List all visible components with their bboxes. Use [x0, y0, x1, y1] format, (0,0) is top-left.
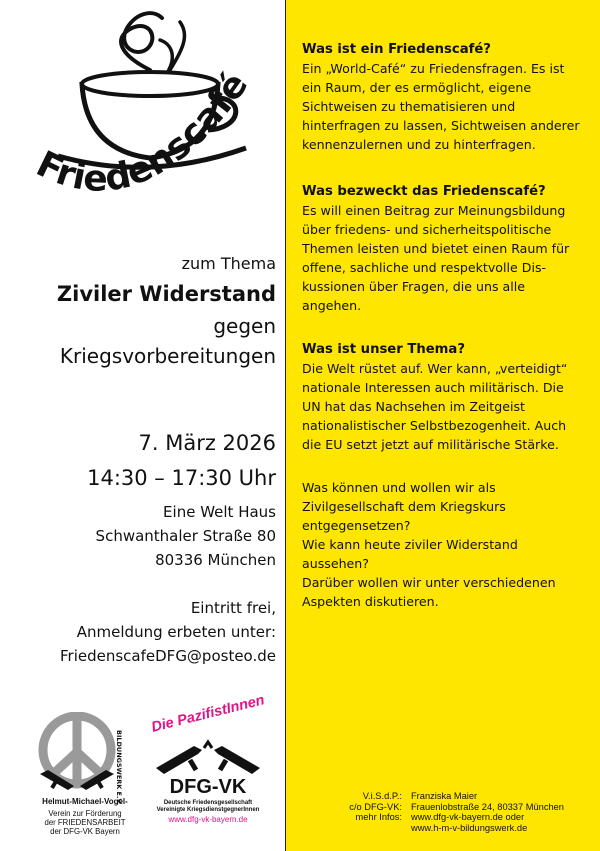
event-time: 14:30 – 17:30 Uhr [87, 466, 276, 490]
text-line: Themen leisten und bietet einen Raum für [302, 241, 570, 256]
section-heading: Was ist ein Friedenscafé? [302, 42, 491, 57]
section-what [302, 42, 585, 154]
imprint-labels [334, 791, 402, 823]
entry-info [60, 596, 276, 668]
text-line: Aspekten diskutieren. [302, 594, 439, 609]
imprint-link[interactable]: www.h-m-v-bildungswerk.de [411, 822, 528, 833]
text-line: kennenzulernen und zu hinterfragen. [302, 137, 536, 152]
section-heading: Was ist unser Thema? [302, 342, 465, 357]
text-line: über friedens- und sicherheitspolitische [302, 222, 552, 237]
logo-text: Friedenscafé [29, 65, 257, 200]
dfg-vk-url[interactable]: www.dfg-vk-bayern.de [168, 815, 248, 824]
event-date: 7. März 2026 [138, 431, 276, 455]
text-line: ein Raum, der es ermöglicht, eigene [302, 80, 532, 95]
section-text [302, 59, 585, 154]
org1-vertical-label: BILDUNGSWERK E.V. [115, 730, 123, 806]
imprint-label: mehr Infos: [355, 812, 402, 822]
theme-prefix: zum Thema [181, 254, 276, 273]
section-text [302, 359, 585, 454]
closing-text [302, 478, 585, 611]
venue-line: 80336 München [155, 551, 276, 569]
entry-email[interactable]: FriedenscafeDFG@posteo.de [60, 647, 276, 665]
imprint-value: Franziska Maier [411, 791, 478, 801]
text-line: offene, sachliche und respektvolle Dis- [302, 260, 547, 275]
event-title-line3: Kriegsvorbereitungen [59, 344, 276, 368]
left-column [0, 0, 285, 851]
text-line: aussehen? [302, 556, 369, 571]
broken-rifle-icon [150, 738, 266, 778]
imprint-label: c/o DFG-VK: [349, 801, 402, 812]
org1-desc-line: Verein zur Förderung [48, 809, 122, 818]
dfg-vk-sub-line: Vereinigte KriegsdienstgegnerInnen [156, 807, 260, 813]
text-line: nationale Interessen auch militärisch. Die [302, 380, 564, 395]
imprint-label: V.i.S.d.P.: [362, 791, 402, 801]
text-line: kussionen über Fragen, die uns alle [302, 279, 526, 294]
text-line: die EU setzt jetzt auf militärische Stärke. [302, 437, 559, 452]
org1-desc-line: der DFG-VK Bayern [50, 827, 120, 836]
friedenscafe-logo [0, 0, 285, 240]
section-topic [302, 342, 585, 454]
imprint-link[interactable]: www.dfg-vk-bayern.de oder [411, 812, 525, 822]
right-column [285, 0, 600, 851]
text-line: UN hat das Nachsehen im Zeitgeist [302, 399, 525, 414]
text-line: Es will einen Beitrag zur Meinungsbildung [302, 203, 566, 218]
dfg-vk-sub [150, 800, 266, 814]
text-line: Die Welt rüstet auf. Wer kann, „verteidigt“ [302, 361, 568, 376]
dfg-vk-name: DFG-VK [169, 776, 247, 798]
pazifistinnen-banner: Die PazifistInnen [149, 692, 267, 736]
imprint-value: Frauenlobstraße 24, 80337 München [411, 801, 564, 812]
text-line: Sichtweisen zu thematisieren und [302, 99, 516, 114]
text-line: hinterfragen zu lassen, Sichtweisen anderer [302, 118, 580, 133]
org1-desc-line: der FRIEDENSARBEIT [44, 818, 126, 827]
text-line: Wie kann heute ziviler Widerstand [302, 537, 518, 552]
text-line: nationalistischer Selbstbezogenheit. Auch [302, 418, 567, 433]
dfg-vk-sub-line: Deutsche Friedensgesellschaft [163, 800, 253, 806]
event-title-line2: gegen [213, 314, 276, 338]
event-title: Ziviler Widerstand [56, 282, 276, 306]
imprint-values [411, 791, 591, 833]
venue-line: Eine Welt Haus [163, 503, 276, 521]
entry-line: Eintritt frei, [190, 599, 276, 617]
text-line: entgegensetzen? [302, 518, 411, 533]
text-line: Was können und wollen wir als [302, 480, 496, 495]
text-line: Zivilgesellschaft dem Kriegskurs [302, 499, 506, 514]
text-line: Darüber wollen wir unter verschiedenen [302, 575, 556, 590]
peace-rifle-logo-icon [34, 712, 120, 794]
venue-line: Schwanthaler Straße 80 [95, 527, 276, 545]
entry-line: Anmeldung erbeten unter: [76, 623, 276, 641]
steam-icon [121, 13, 162, 70]
text-line: Ein „World-Café“ zu Friedensfragen. Es ist [302, 61, 565, 76]
org1-vertical-wrap [110, 730, 123, 806]
section-purpose [302, 184, 585, 315]
section-heading: Was bezweckt das Friedenscafé? [302, 184, 546, 199]
venue [96, 500, 276, 572]
org1-name: Helmut-Michael-Vogel- [42, 797, 128, 806]
section-text [302, 201, 585, 315]
org1-desc [35, 809, 135, 836]
text-line: angehen. [302, 298, 362, 313]
